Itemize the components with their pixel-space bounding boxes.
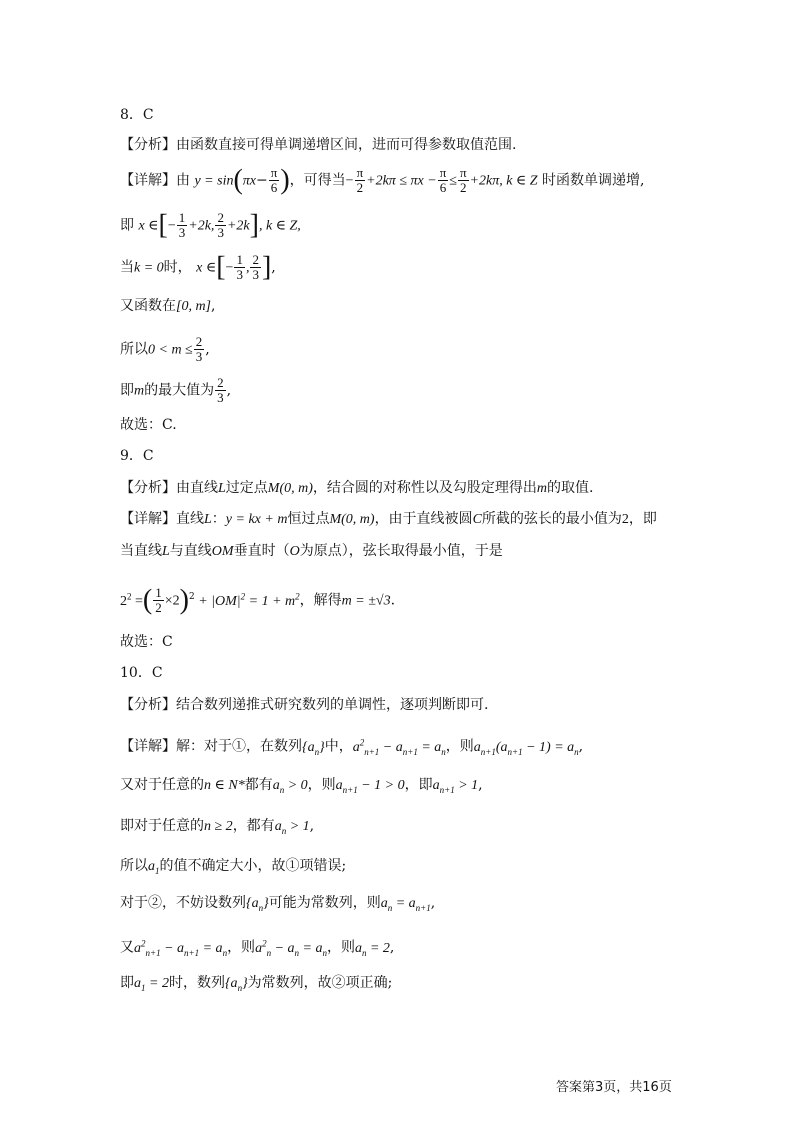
q8-heading: 8．C (120, 107, 154, 123)
q9-equation: $2^2$ =( $\frac{1}{2}$ $\times 2)^2 + |OM|^2 = 1 + m^2$，解得m = ±√3. (120, 584, 396, 616)
q8-so-line: 所以0 < m ≤ $\frac{2}{3}$ , (120, 334, 210, 364)
q10-line-6: 又$a^2_{n+1} - a_{n+1} = a_n$，则$a^2_n - a_n = a_n$，则$a_n = 2$, (120, 938, 395, 958)
q10-line-3: 即对于任意的n ≥ 2，都有$a_n > 1$, (120, 818, 315, 836)
q10-detail: 【详解】解：对于①，在数列$\{a_n\}$中，$a^2_{n+1} - a_{n+1} = a_n$，则$a_{n+1}(a_{n+1} - 1) = a_n$, (120, 737, 584, 757)
q8-max-line: 即m的最大值为 $\frac{2}{3}$ , (120, 375, 232, 405)
q10-line-4: 所以$a_1$的值不确定大小，故①项错误; (120, 858, 347, 876)
q8-domain-line: 又函数在[0, m], (120, 298, 216, 314)
q10-line-2: 又对于任意的n ∈ N*都有$a_n > 0$，则$a_{n+1} - 1 > 0$，即$a_{n+1} > 1$, (120, 777, 483, 795)
q9-detail-2: 当直线L与直线OM垂直时（O为原点），弦长取得最小值，于是 (120, 543, 503, 559)
q9-heading: 9．C (120, 448, 154, 464)
q10-line-7: 即$a_1 = 2$时，数列$\{a_n\}$为常数列，故②项正确; (120, 975, 393, 993)
q10-line-5: 对于②，不妨设数列$\{a_n\}$可能为常数列，则$a_n = a_{n+1}$, (120, 895, 436, 913)
q9-conclusion: 故选：C (120, 634, 173, 650)
q9-detail: 【详解】直线L：y = kx + m恒过点M(0, m)，由于直线被圆C所截的弦长的最小值为2，即 (120, 511, 657, 527)
q8-detail: 【详解】由 y = sin(πx− $\frac{\pi}{6}$ )，可得当− $\frac{\pi}{2}$ +2kπ ≤ πx − $\frac{\pi}{6}$ ≤ $\frac{\pi}{2}$ +2kπ, k ∈ Z 时函数单调递增, (120, 164, 645, 196)
q10-heading: 10．C (120, 665, 163, 681)
q10-analysis: 【分析】结合数列递推式研究数列的单调性，逐项判断即可. (120, 697, 489, 713)
q8-analysis: 【分析】由函数直接可得单调递增区间，进而可得参数取值范围. (120, 137, 517, 153)
q8-k0-line: 当k = 0时， x ∈[− $\frac{1}{3}$ , $\frac{2}{3}$ ], (120, 251, 276, 283)
page-footer: 答案第3页，共16页 (556, 1080, 672, 1095)
q8-conclusion: 故选：C. (120, 417, 177, 433)
q8-interval-line: 即 x ∈[− $\frac{1}{3}$ +2k, $\frac{2}{3}$ +2k], k ∈ Z, (120, 209, 301, 241)
q9-analysis: 【分析】由直线L过定点M(0, m)，结合圆的对称性以及勾股定理得出m的取值. (120, 480, 594, 496)
